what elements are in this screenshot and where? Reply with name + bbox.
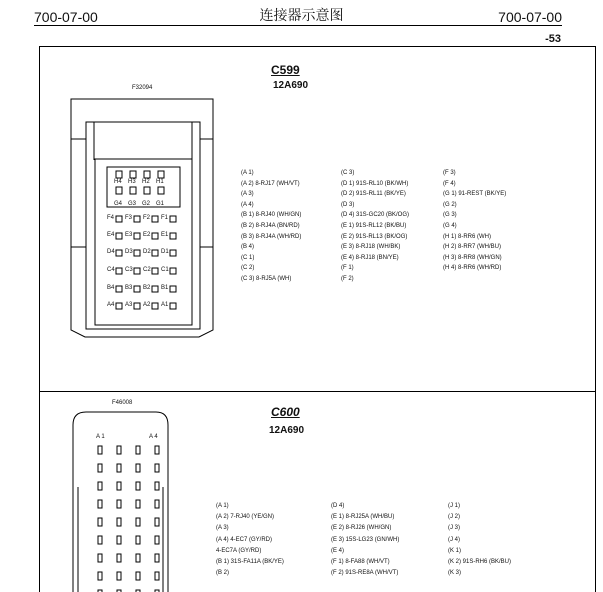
pin-assignment: (D 1) 91S-RL10 (BK/WH) xyxy=(341,180,409,187)
pin-socket xyxy=(158,171,164,178)
pin-assignment: (B 2) xyxy=(216,570,230,577)
pin-assignment: (E 1) 91S-RL12 (BK/BU) xyxy=(341,223,407,229)
pin-socket xyxy=(152,286,158,292)
pin-assignment: (H 3) 8-RR8 (WH/GN) xyxy=(443,254,502,261)
pin-socket xyxy=(136,482,140,490)
pin-label: F4 xyxy=(107,215,115,221)
pin-assignment: (E 3) 8-RJ18 (WH/BK) xyxy=(341,244,401,251)
pin-label: E3 xyxy=(125,232,133,238)
pin-label: D2 xyxy=(143,249,151,255)
pin-assignment: (E 2) 91S-RL13 (BK/OG) xyxy=(341,233,408,240)
pin-label: G3 xyxy=(128,201,137,207)
pin-socket xyxy=(152,233,158,239)
pin-label: C4 xyxy=(107,267,115,273)
pin-label: A 1 xyxy=(96,434,105,440)
pin-assignment: (E 1) 8-RJ25A (WH/BU) xyxy=(331,514,395,521)
pin-label: G4 xyxy=(114,201,123,207)
pin-socket xyxy=(134,268,140,274)
pin-socket xyxy=(155,446,159,454)
pin-socket xyxy=(130,171,136,178)
pin-assignment: (C 3) xyxy=(341,170,355,176)
pin-socket xyxy=(155,482,159,490)
pin-socket xyxy=(98,500,102,508)
pin-assignment: (D 4) 31S-GC20 (BK/OG) xyxy=(341,212,410,219)
pin-assignment: (K 3) xyxy=(448,570,462,577)
pin-assignment: (A 3) xyxy=(216,525,229,532)
connector-drawing-c599 xyxy=(40,47,595,392)
pin-label: C3 xyxy=(125,267,133,273)
pin-assignment: (C 1) xyxy=(241,254,255,261)
part-number: 12A690 xyxy=(273,80,309,91)
pin-label: A2 xyxy=(143,302,151,308)
pin-label: G2 xyxy=(142,201,151,207)
pin-socket xyxy=(117,482,121,490)
connector-panel-c599 xyxy=(39,46,596,392)
pin-socket xyxy=(98,464,102,472)
pin-label: H2 xyxy=(142,179,150,185)
pin-assignment: (C 3) 8-RJ5A (WH) xyxy=(241,276,292,282)
pin-assignment: (D 4) xyxy=(331,503,345,509)
pin-socket xyxy=(170,268,176,274)
pin-socket xyxy=(116,268,122,274)
part-number: 12A690 xyxy=(269,425,305,436)
pin-assignment: (J 2) xyxy=(448,514,460,521)
pin-assignment: 4-EC7A (GY/RD) xyxy=(216,547,262,554)
pin-assignment: (A 3) xyxy=(241,191,254,198)
pin-assignment: (K 1) xyxy=(448,547,462,554)
pin-label: B4 xyxy=(107,285,115,291)
pin-assignment: (B 2) 8-RJ4A (BN/RD) xyxy=(241,223,300,229)
pin-label: E2 xyxy=(143,232,151,238)
pin-socket xyxy=(158,187,164,194)
pin-socket xyxy=(116,216,122,222)
pin-socket xyxy=(136,518,140,526)
pin-label: B3 xyxy=(125,285,133,291)
pin-label: G1 xyxy=(156,201,165,207)
connector-name: C600 xyxy=(271,405,300,419)
pin-socket xyxy=(116,171,122,178)
pin-socket xyxy=(117,464,121,472)
pin-socket xyxy=(116,187,122,194)
pin-assignment: (A 1) xyxy=(241,170,254,176)
pin-socket xyxy=(170,233,176,239)
pin-assignment: (E 2) 8-RJ26 (WH/GN) xyxy=(331,525,392,532)
pin-assignment: (K 2) 91S-RH6 (BK/BU) xyxy=(448,559,512,565)
pin-assignment: (F 2) 91S-RE8A (WH/VT) xyxy=(331,570,399,577)
pin-label: A 4 xyxy=(149,434,158,440)
pin-socket xyxy=(170,303,176,309)
pin-socket xyxy=(116,286,122,292)
pin-socket xyxy=(134,233,140,239)
pin-socket xyxy=(117,446,121,454)
pin-assignment: (F 1) 8-FA88 (WH/VT) xyxy=(331,559,390,565)
pin-label: H4 xyxy=(114,179,122,185)
page-number: -53 xyxy=(545,33,561,45)
pin-assignment: (B 3) 8-RJ4A (WH/RD) xyxy=(241,233,302,240)
pin-assignment: (E 4) xyxy=(331,547,345,554)
pin-socket xyxy=(98,536,102,544)
pin-label: B1 xyxy=(161,285,169,291)
pin-label: F3 xyxy=(125,215,133,221)
pin-assignment: (D 3) xyxy=(341,201,355,208)
pin-assignment: (H 1) 8-RR6 (WH) xyxy=(443,233,491,240)
connector-drawing-c600 xyxy=(40,392,595,592)
pin-label: A3 xyxy=(125,302,133,308)
pin-label: D3 xyxy=(125,249,133,255)
pin-socket xyxy=(116,233,122,239)
connector-ref: F46008 xyxy=(112,400,133,406)
connector-name: C599 xyxy=(271,63,300,77)
header-right-code: 700-07-00 xyxy=(498,9,562,25)
pin-assignment: (J 4) xyxy=(448,536,460,543)
pin-socket xyxy=(152,303,158,309)
pin-socket xyxy=(155,536,159,544)
pin-socket xyxy=(136,446,140,454)
pin-assignment: (A 4) 4-EC7 (GY/RD) xyxy=(216,536,273,543)
pin-label: D1 xyxy=(161,249,169,255)
pin-assignment: (C 2) xyxy=(241,265,255,272)
pin-socket xyxy=(116,303,122,309)
pin-socket xyxy=(117,554,121,562)
pin-socket xyxy=(155,554,159,562)
pin-assignment: (H 4) 8-RR6 (WH/RD) xyxy=(443,265,502,272)
connector-ref: F32094 xyxy=(132,85,153,91)
pin-assignment: (G 2) xyxy=(443,201,457,208)
pin-socket xyxy=(170,286,176,292)
pin-socket xyxy=(117,500,121,508)
pin-assignment: (F 1) xyxy=(341,265,354,272)
pin-assignment: (G 1) 91-REST (BK/YE) xyxy=(443,191,507,198)
pin-label: E1 xyxy=(161,232,169,238)
pin-socket xyxy=(136,500,140,508)
pin-socket xyxy=(134,303,140,309)
pin-label: C2 xyxy=(143,267,151,273)
pin-socket xyxy=(152,250,158,256)
pin-assignment: (J 3) xyxy=(448,525,460,532)
pin-socket xyxy=(117,536,121,544)
pin-socket xyxy=(136,464,140,472)
pin-assignment: (F 2) xyxy=(341,276,354,282)
pin-socket xyxy=(116,250,122,256)
pin-socket xyxy=(144,171,150,178)
page-title: 连接器示意图 xyxy=(259,8,344,24)
pin-assignment: (B 4) xyxy=(241,244,255,251)
pin-socket xyxy=(155,464,159,472)
pin-socket xyxy=(170,216,176,222)
pin-assignment: (E 3) 15S-LG23 (GN/WH) xyxy=(331,536,400,543)
pin-socket xyxy=(98,554,102,562)
pin-assignment: (A 2) 8-RJ17 (WH/VT) xyxy=(241,180,300,187)
pin-assignment: (F 3) xyxy=(443,170,456,176)
pin-socket xyxy=(152,216,158,222)
pin-assignment: (A 4) xyxy=(241,201,254,208)
pin-assignment: (H 2) 8-RR7 (WH/BU) xyxy=(443,244,501,251)
pin-assignment: (A 1) xyxy=(216,503,229,509)
pin-socket xyxy=(155,500,159,508)
pin-label: B2 xyxy=(143,285,151,291)
pin-assignment: (D 2) 91S-RL11 (BK/YE) xyxy=(341,191,406,198)
pin-socket xyxy=(136,536,140,544)
pin-assignment: (A 2) 7-RJ40 (YE/GN) xyxy=(216,514,275,521)
pin-socket xyxy=(134,250,140,256)
pin-assignment: (B 1) 31S-FA11A (BK/YE) xyxy=(216,559,284,565)
header-rule xyxy=(34,25,562,26)
pin-label: E4 xyxy=(107,232,115,238)
pin-assignment: (F 4) xyxy=(443,180,456,187)
pin-label: H3 xyxy=(128,179,136,185)
pin-label: F1 xyxy=(161,215,169,221)
pin-socket xyxy=(134,286,140,292)
pin-socket xyxy=(117,518,121,526)
pin-assignment: (G 3) xyxy=(443,212,457,219)
pin-label: H1 xyxy=(156,179,164,185)
pin-socket xyxy=(152,268,158,274)
pin-socket xyxy=(144,187,150,194)
pin-socket xyxy=(98,446,102,454)
pin-label: A4 xyxy=(107,302,115,308)
pin-socket xyxy=(155,518,159,526)
pin-label: C1 xyxy=(161,267,169,273)
pin-socket xyxy=(130,187,136,194)
pin-label: F2 xyxy=(143,215,151,221)
header-left-code: 700-07-00 xyxy=(34,9,98,25)
pin-socket xyxy=(136,554,140,562)
pin-assignment: (E 4) 8-RJ18 (BN/YE) xyxy=(341,254,399,261)
pin-assignment: (B 1) 8-RJ40 (WH/GN) xyxy=(241,212,302,219)
pin-socket xyxy=(170,250,176,256)
pin-assignment: (G 4) xyxy=(443,223,457,229)
pin-socket xyxy=(98,518,102,526)
pin-assignment: (J 1) xyxy=(448,503,460,509)
connector-panel-c600 xyxy=(39,391,596,592)
pin-label: D4 xyxy=(107,249,115,255)
pin-socket xyxy=(98,482,102,490)
pin-socket xyxy=(134,216,140,222)
pin-label: A1 xyxy=(161,302,169,308)
